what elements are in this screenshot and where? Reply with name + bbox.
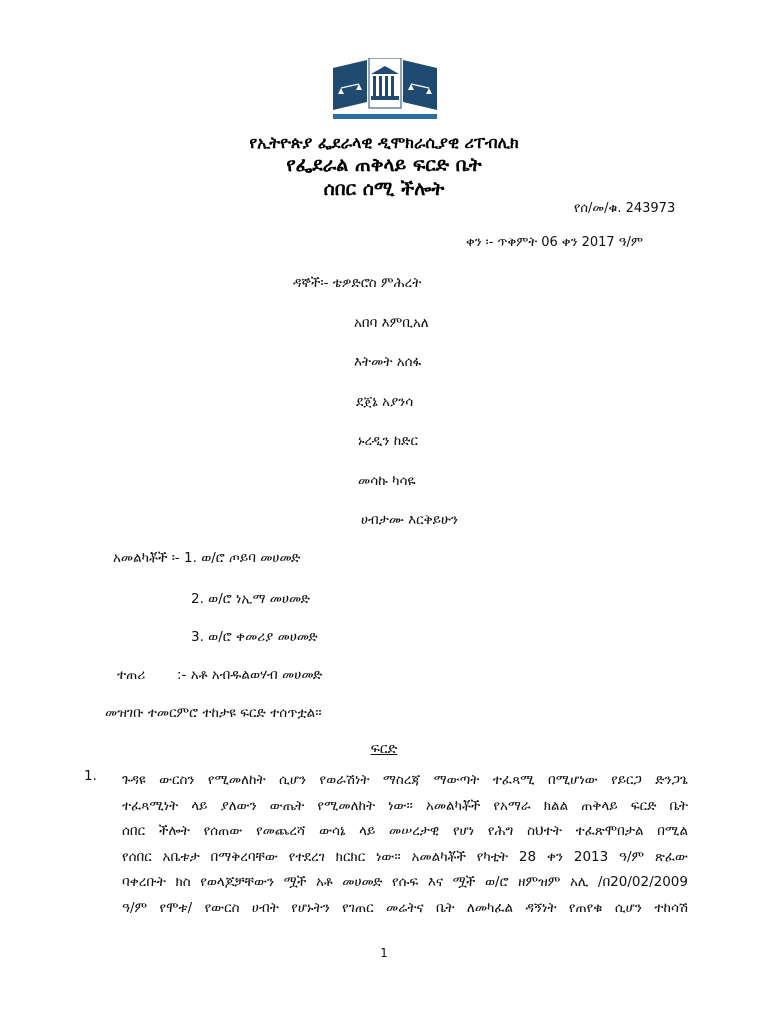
section-title-text: ፍርድ	[370, 741, 398, 757]
file-number: የሰ/መ/ቁ. 243973	[574, 201, 676, 216]
paragraph-line: ሰበር ችሎት የሰጠው የመጨረሻ ውሳኔ ላይ መሠረታዊ የሆነ የሕግ ስህተት ተፈጽሞበታል በሚል	[122, 823, 688, 839]
judge-name: ኑረዲን ከድር	[358, 433, 418, 449]
section-title	[0, 741, 768, 757]
date-line: ቀን ፡- ጥቅምት 06 ቀን 2017 ዓ/ም	[466, 235, 643, 250]
applicants-line-1: አመልካቾች ፡- 1. ወ/ሮ ጦይባ መሀመድ	[113, 550, 301, 566]
judge-name: መሳኩ ካሳዬ	[358, 473, 416, 489]
header-line-1: የኢትዮጵያ ፌደራላዊ ዲሞክራሲያዊ ሪፐብሊክ	[249, 133, 519, 152]
paragraph-line: ባቀረቡት ክስ የወላጆቻቸውን ሟች አቶ መሀመድ የሱፍ እና ሟች ወ/ሮ ዘምዝም አሊ /በ20/02/2009	[122, 874, 688, 890]
page-number: 1	[380, 946, 388, 960]
paragraph-body	[122, 768, 688, 921]
paragraph-line: ዓ/ም የሞቱ/ የውርስ ሀብት የሆኑትን የገጠር መሬትና ቤት ለመካፈል ዳኝነት የጠየቁ ሲሆን ተከሳሽ	[122, 899, 688, 916]
judge-name: አበባ እምቢአለ	[354, 315, 429, 331]
applicants-line-2: 2. ወ/ሮ ነኢማ መሀመድ	[191, 591, 310, 607]
header-line-3: ሰበር ሰሚ ችሎት	[323, 178, 445, 200]
paragraph-number: 1.	[84, 768, 97, 784]
paragraph-line: ጉዳዩ ውርስን የሚመለከት ሲሆን የወራሽነት ማስረጃ ማውጣት ተፈጻሚ በሚሆነው የይርጋ ድንጋጌ	[122, 772, 688, 788]
judge-name: ሀብታሙ እርቅይሁን	[361, 512, 458, 528]
respondent-label: ተጠሪ	[117, 667, 146, 683]
paragraph-line: ተፈጻሚነት ላይ ያለውን ውጤት የሚመለከት ነው፡፡ አመልካቾች የአማራ ክልል ጠቅላይ ፍርድ ቤት	[122, 797, 688, 814]
judge-name: እትመት አሰፋ	[354, 354, 422, 370]
judges-label-line: ዳኞች፡- ቴዎድሮስ ምሕረት	[293, 275, 422, 291]
paragraph-line: የሰበር አቤቱታ በማቅረባቸው የተደረገ ክርክር ነው፡፡ አመልካቾች የካቲት 28 ቀን 2013 ዓ/ም ጽፈው	[122, 848, 688, 865]
header-line-2: የፌደራል ጠቅላይ ፍርድ ቤት	[286, 154, 482, 176]
applicants-line-3: 3. ወ/ሮ ቀመሪያ መሀመድ	[191, 629, 318, 645]
court-logo	[333, 58, 437, 124]
respondent-value: :- አቶ አብዱልወሃብ መሀመድ	[177, 667, 323, 683]
judge-name: ደጀኔ አያንሳ	[356, 394, 414, 410]
record-note: መዝገቡ ተመርምሮ ተከታዩ ፍርድ ተሰጥቷል፡፡	[105, 705, 322, 721]
